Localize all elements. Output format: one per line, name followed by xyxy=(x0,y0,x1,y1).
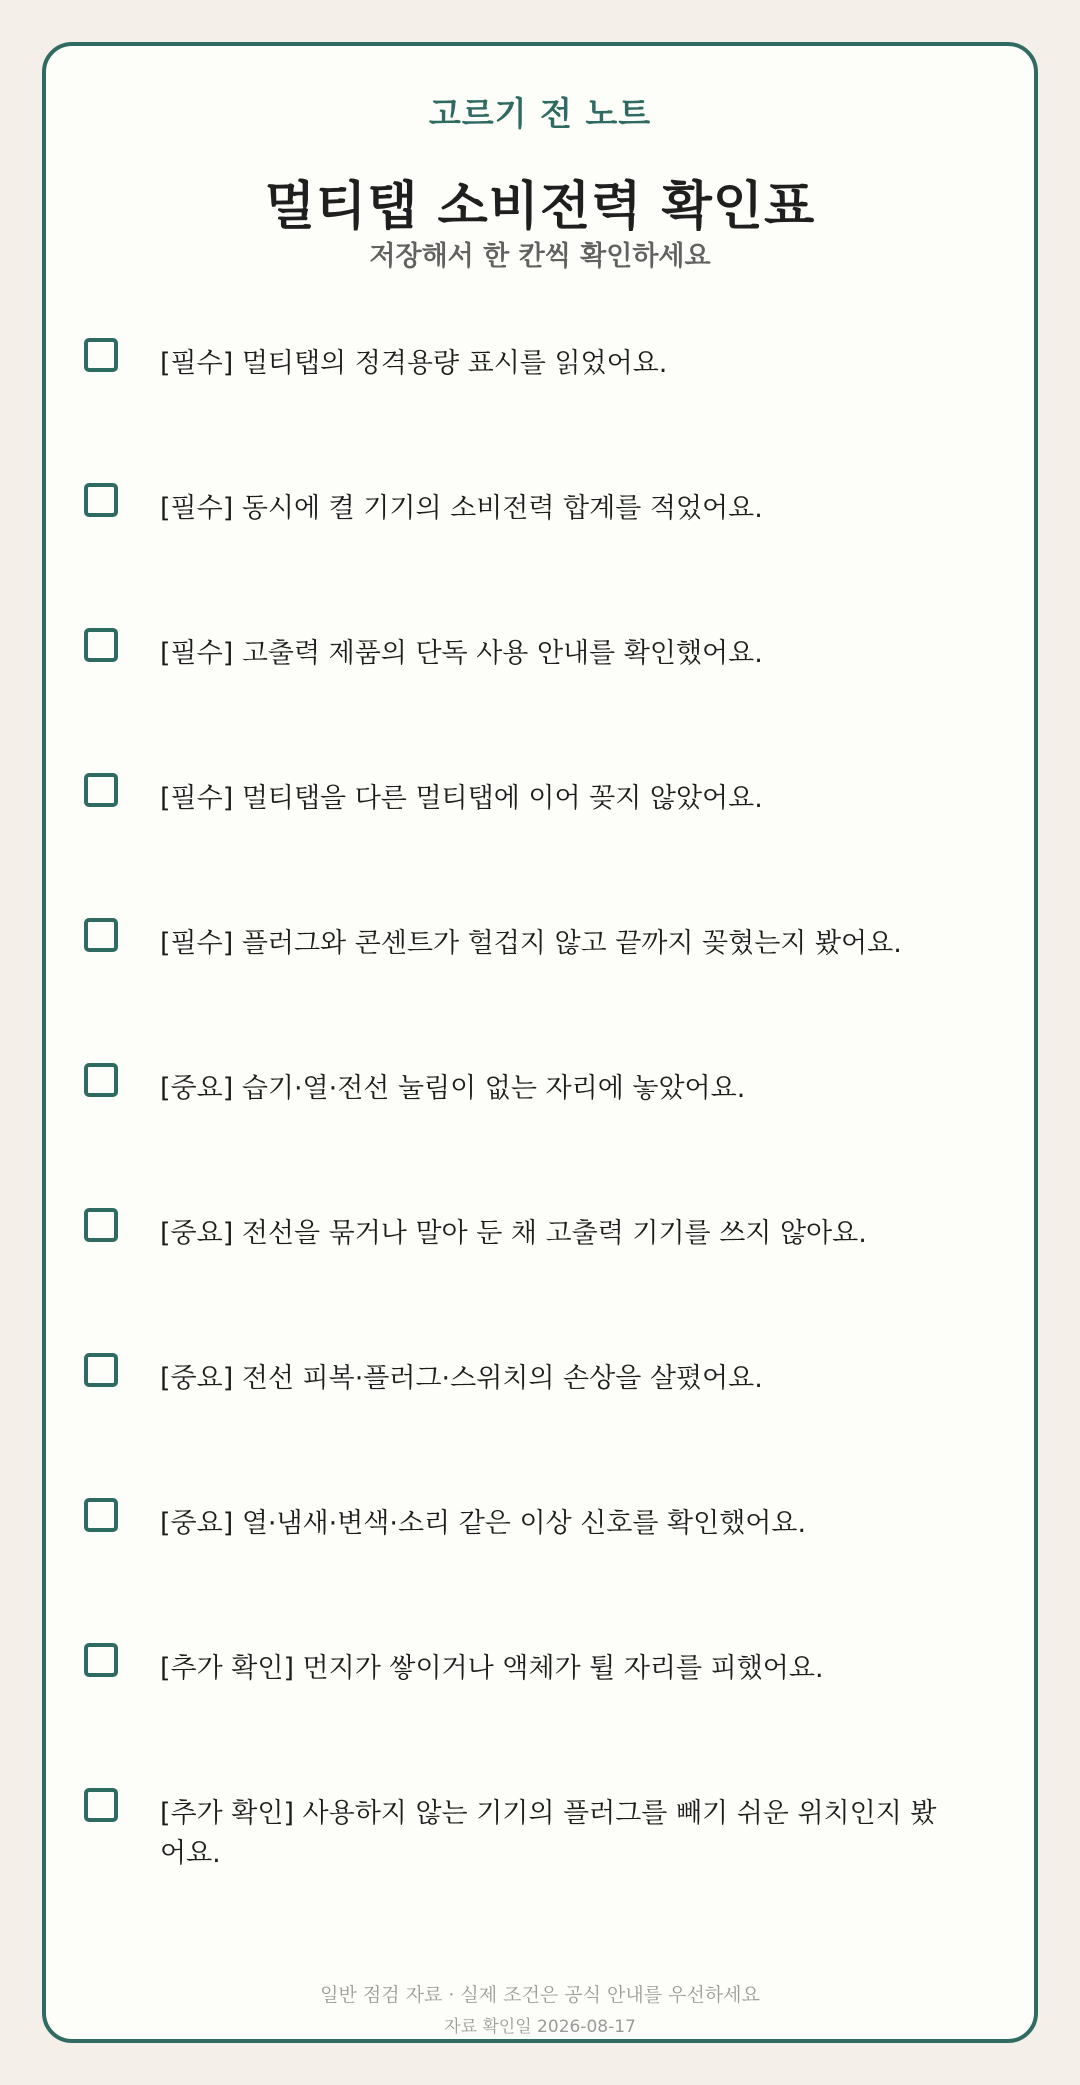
checklist-item-label: [필수] 동시에 켤 기기의 소비전력 합계를 적었어요. xyxy=(160,493,763,524)
footer-note: 일반 점검 자료 · 실제 조건은 공식 안내를 우선하세요 xyxy=(320,1984,760,2006)
checklist-item-label: [필수] 멀티탭을 다른 멀티탭에 이어 꽂지 않았어요. xyxy=(160,783,763,814)
checkbox[interactable] xyxy=(84,1788,118,1822)
checkbox[interactable] xyxy=(84,1353,118,1387)
checkbox[interactable] xyxy=(84,338,118,372)
checklist-item-label: [추가 확인] 사용하지 않는 기기의 플러그를 빼기 쉬운 위치인지 봤어요. xyxy=(160,1798,937,1869)
checklist-item-label: [필수] 멀티탭의 정격용량 표시를 읽었어요. xyxy=(160,348,668,379)
checkbox[interactable] xyxy=(84,1063,118,1097)
checklist-item-label: [중요] 전선 피복·플러그·스위치의 손상을 살폈어요. xyxy=(160,1363,763,1394)
checklist-card xyxy=(42,42,1038,2043)
page-subtitle: 저장해서 한 칸씩 확인하세요 xyxy=(369,241,711,272)
page-title: 멀티탭 소비전력 확인표 xyxy=(264,177,816,237)
brand-label: 고르기 전 노트 xyxy=(428,94,652,133)
checklist-item-label: [추가 확인] 먼지가 쌓이거나 액체가 튈 자리를 피했어요. xyxy=(160,1653,824,1684)
checkbox[interactable] xyxy=(84,1208,118,1242)
checkbox[interactable] xyxy=(84,918,118,952)
checkbox[interactable] xyxy=(84,773,118,807)
checklist-item-label: [필수] 고출력 제품의 단독 사용 안내를 확인했어요. xyxy=(160,638,763,669)
checklist-item-label: [중요] 습기·열·전선 눌림이 없는 자리에 놓았어요. xyxy=(160,1073,746,1104)
checkbox[interactable] xyxy=(84,1643,118,1677)
checklist-item-label: [중요] 열·냄새·변색·소리 같은 이상 신호를 확인했어요. xyxy=(160,1508,807,1539)
checklist-item-label: [중요] 전선을 묶거나 말아 둔 채 고출력 기기를 쓰지 않아요. xyxy=(160,1218,867,1249)
checkbox[interactable] xyxy=(84,483,118,517)
checkbox[interactable] xyxy=(84,628,118,662)
checklist-item-label: [필수] 플러그와 콘센트가 헐겁지 않고 끝까지 꽂혔는지 봤어요. xyxy=(160,928,902,959)
checkbox[interactable] xyxy=(84,1498,118,1532)
footer-date: 자료 확인일 2026-08-17 xyxy=(444,2017,636,2037)
